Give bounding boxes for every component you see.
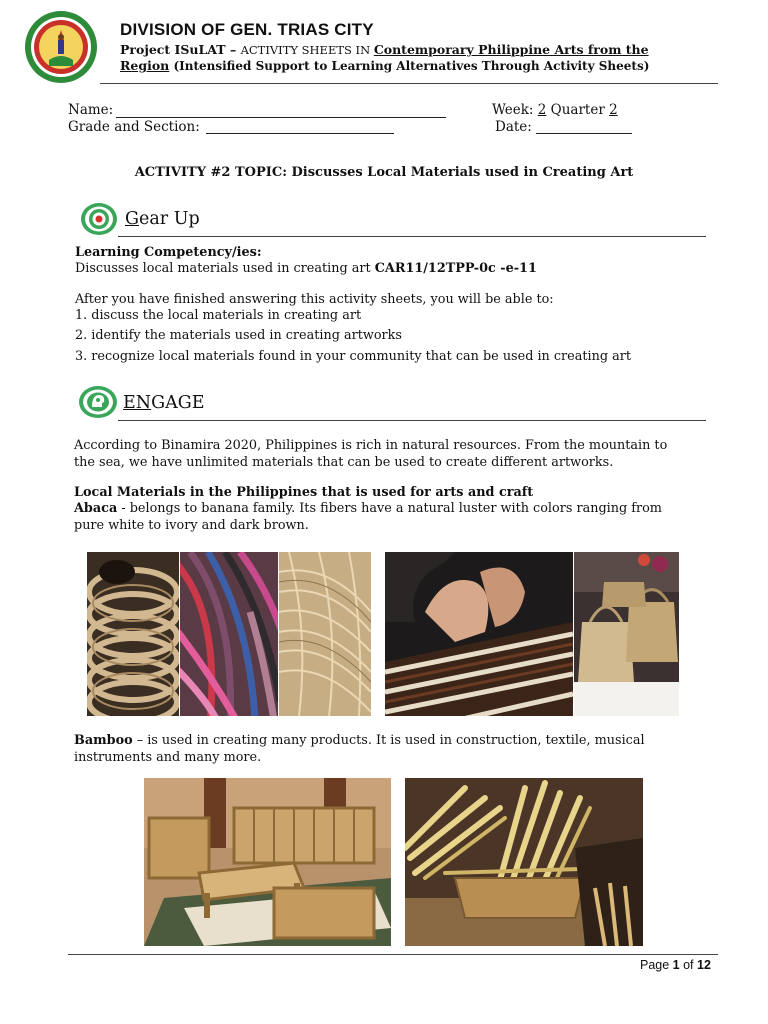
abaca-dyed-fiber-photo [180,552,278,716]
objective-item: 2. identify the materials used in creating artworks [75,328,402,343]
engage-title-rest: GAGE [151,393,205,413]
division-seal-logo [24,10,98,84]
project-mid: ACTIVITY SHEETS IN [240,43,374,57]
quarter-value: 2 [609,102,618,118]
page-number [640,958,711,972]
competency-label: Learning Competency/ies: [75,245,262,260]
competency-text [75,260,537,277]
abaca-definition: - belongs to banana family. Its fibers have a natural luster with colors ranging from [117,501,662,516]
abaca-description-line1 [74,500,662,517]
abaca-raw-fiber-photo [279,552,371,716]
footer-divider [68,954,718,955]
engage-title [123,393,204,413]
page-current: 1 [672,958,680,972]
page-total: 12 [697,958,711,972]
date-blank-line[interactable] [536,133,632,134]
gear-up-divider [118,236,706,237]
name-label: Name: [68,102,114,118]
week-label: Week: [492,102,534,118]
intro-paragraph-line1: According to Binamira 2020, Philippines is rich in natural resources. From the mountain to [74,438,668,453]
intro-paragraph-line2: the sea, we have unlimited materials that can be used to create different artworks. [74,455,614,470]
bamboo-products-photo [405,778,643,946]
objectives-intro: After you have finished answering this activity sheets, you will be able to: [75,292,554,307]
abaca-weaving-photo [385,552,573,716]
engage-title-first: EN [123,393,152,413]
abaca-description-line2: pure white to ivory and dark brown. [74,518,309,533]
objective-item: 3. recognize local materials found in your community that can be used in creating art [75,349,631,364]
subject-name-part2: Region [120,58,170,73]
subject-name-part1: Contemporary Philippine Arts from the [373,42,649,57]
name-blank-line[interactable] [116,117,446,118]
engage-divider [118,420,706,421]
abaca-bags-photo [574,552,679,716]
bamboo-definition: – is used in creating many products. It is used in construction, textile, musical [132,733,645,748]
objective-item: 1. discuss the local materials in creating art [75,308,362,323]
abaca-rope-photo [87,552,179,716]
page-of: of [679,958,697,972]
page-label: Page [640,958,673,972]
bamboo-description-line2: instruments and many more. [74,750,262,765]
division-title: DIVISION OF GEN. TRIAS CITY [120,20,374,39]
quarter-label: Quarter [550,102,605,118]
engage-head-icon [78,385,114,419]
project-title [120,42,649,57]
materials-heading: Local Materials in the Philippines that is used for arts and craft [74,485,534,500]
competency-code: CAR11/12TPP-0c -e-11 [374,261,537,276]
project-prefix: Project ISuLAT – [120,42,241,57]
abaca-term: Abaca [74,501,118,516]
project-expansion: (Intensified Support to Learning Alternatives Through Activity Sheets) [169,59,650,73]
header-divider [100,83,718,84]
bamboo-description-line1 [74,732,645,749]
gear-up-title-first: G [125,209,139,229]
gear-up-title-rest: ear Up [138,209,200,229]
grade-section-blank-line[interactable] [206,133,394,134]
week-value: 2 [537,102,547,118]
bamboo-furniture-photo [144,778,391,946]
bamboo-term: Bamboo [74,733,133,748]
grade-section-label: Grade and Section: [68,119,200,135]
week-quarter-field [492,102,618,118]
gear-up-title [125,209,200,229]
project-subtitle [120,58,649,73]
date-label: Date: [495,119,532,135]
competency-description: Discusses local materials used in creating art [75,261,375,276]
target-icon [80,202,116,236]
activity-title: ACTIVITY #2 TOPIC: Discusses Local Materials used in Creating Art [134,165,634,180]
